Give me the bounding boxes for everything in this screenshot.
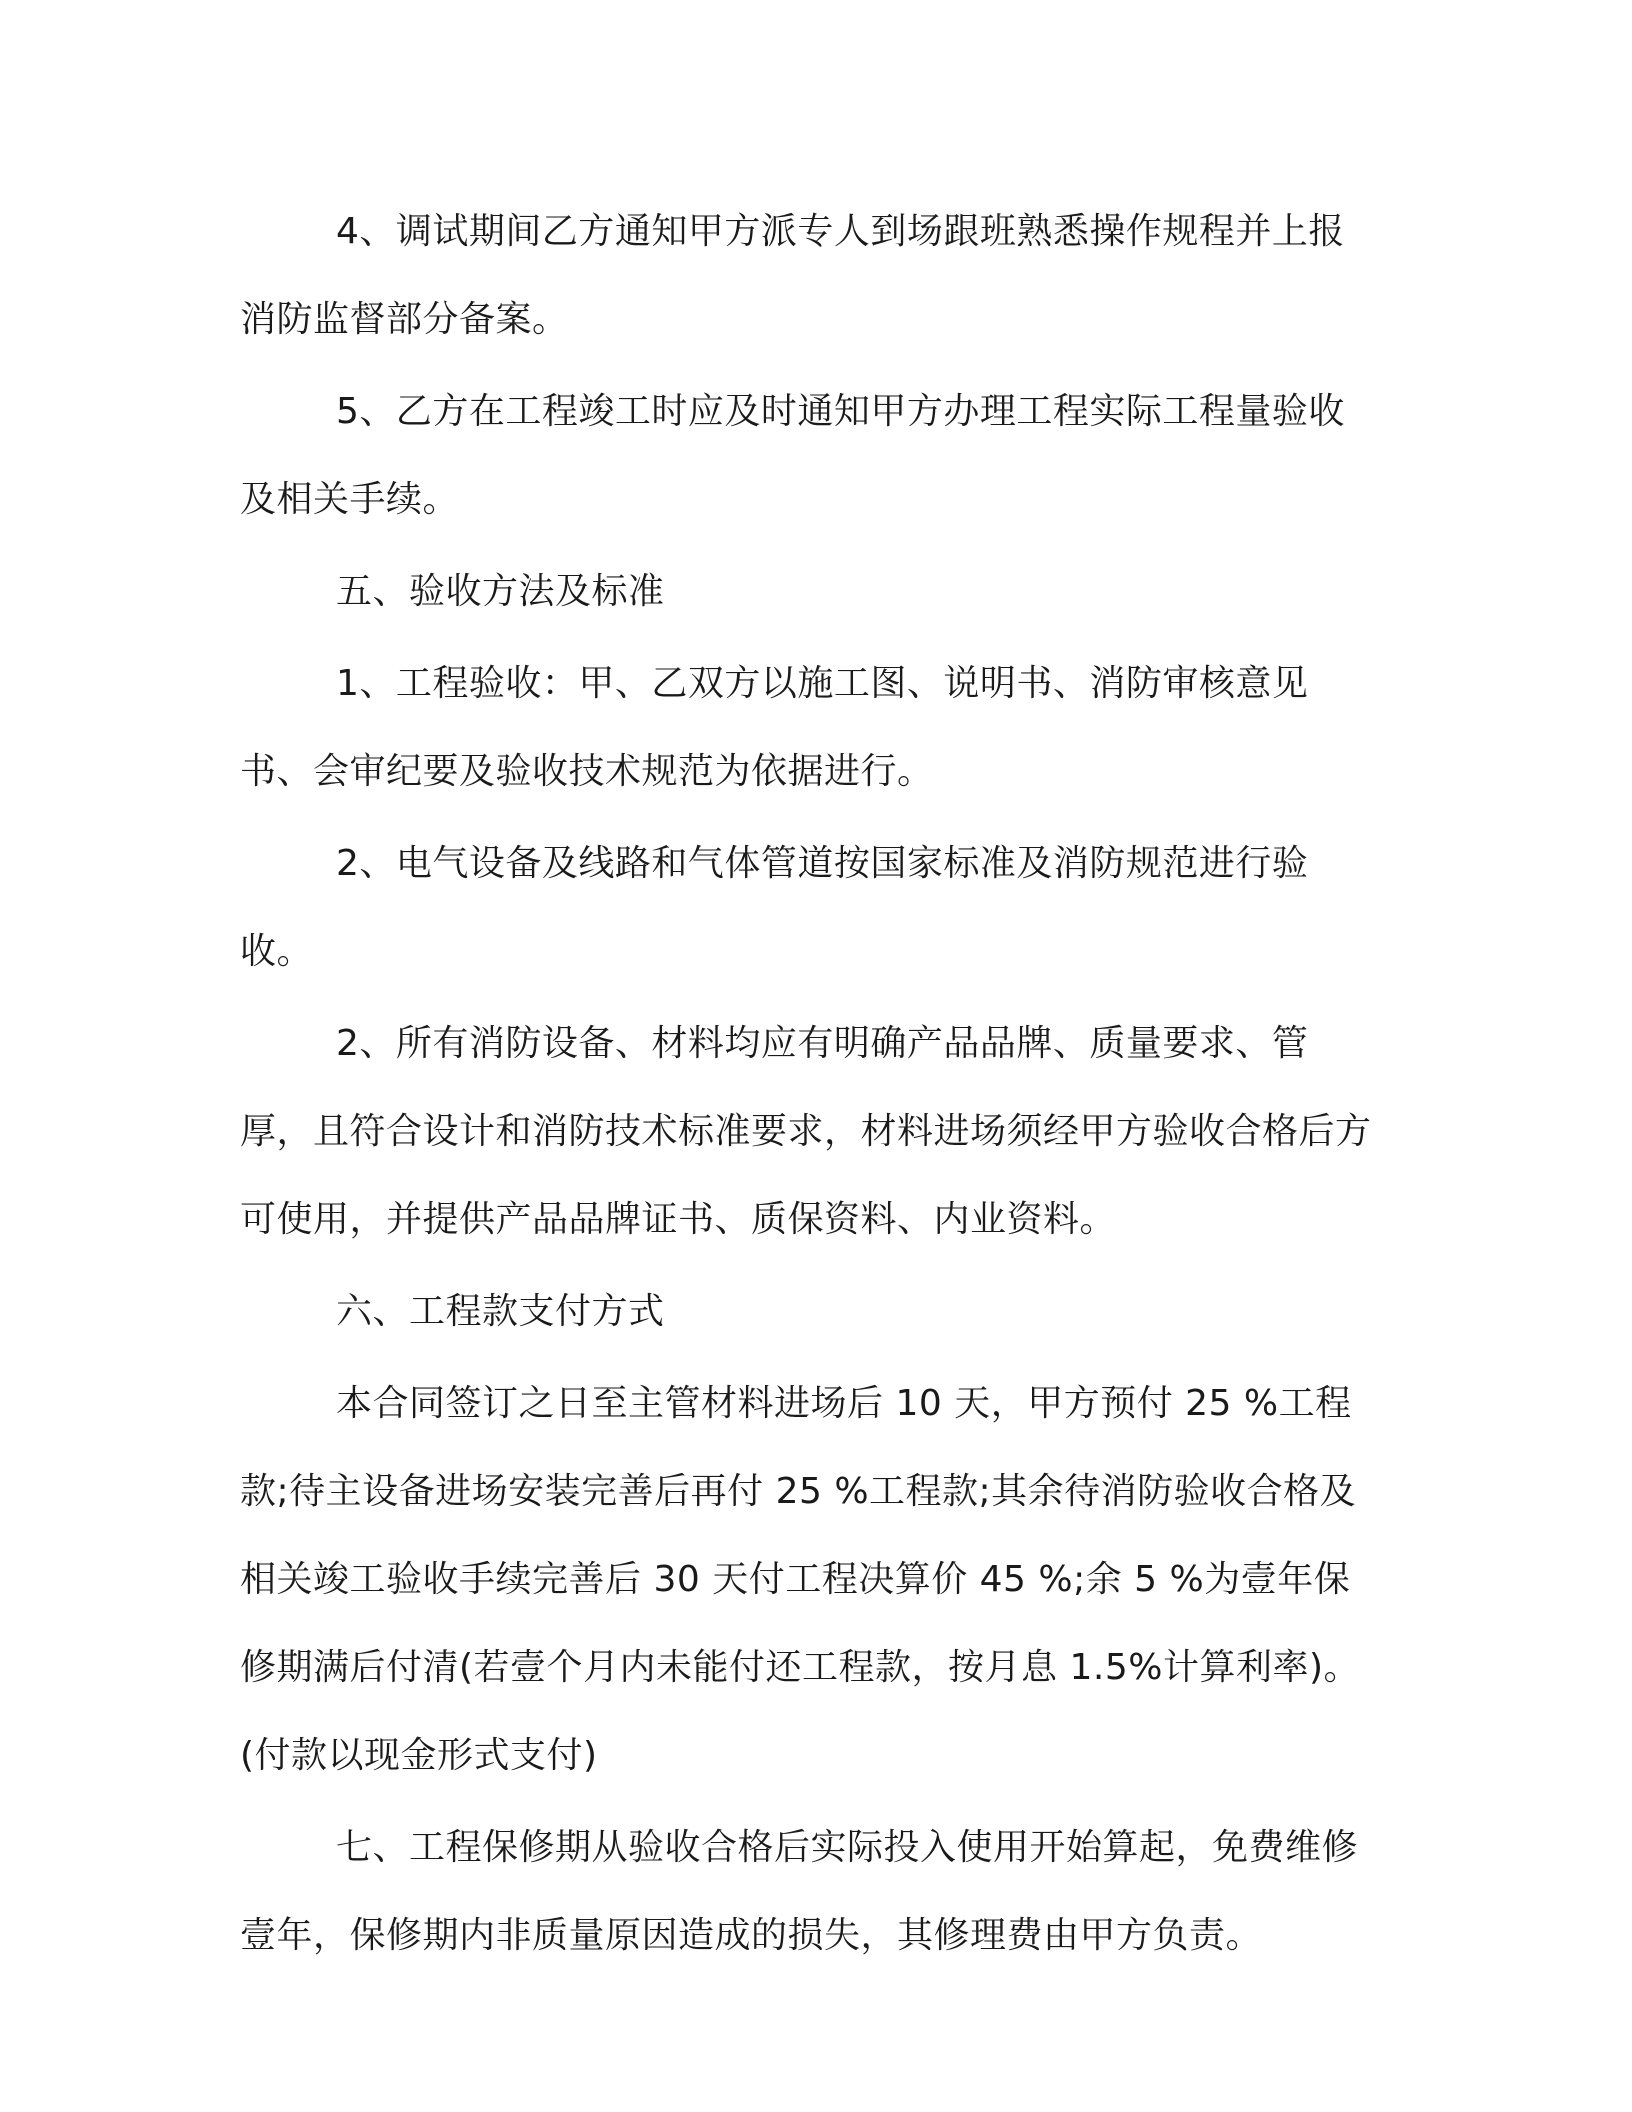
paragraph-acceptance-basis: 1、工程验收：甲、乙双方以施工图、说明书、消防审核意见书、会审纪要及验收技术规范为依据进行。 bbox=[240, 663, 1309, 792]
paragraph-warranty: 七、工程保修期从验收合格后实际投入使用开始算起，免费维修壹年，保修期内非质量原因造成的损失，其修理费由甲方负责。 bbox=[240, 1827, 1359, 1956]
paragraph-electrical-acceptance: 2、电气设备及线路和气体管道按国家标准及消防规范进行验收。 bbox=[240, 843, 1309, 972]
section-heading-acceptance: 五、验收方法及标准 bbox=[336, 571, 665, 612]
paragraph-payment-terms: 本合同签订之日至主管材料进场后 10 天，甲方预付 25 %工程款;待主设备进场安装完善后再付 25 %工程款;其余待消防验收合格及相关竣工验收手续完善后 30 天付工程决算价 45 %;余 5 %为壹年保修期满后付清(若壹个月内未能付还工程款，按月息 1.5%计算利率)。(付款以现金形式支付) bbox=[240, 1383, 1360, 1776]
section-heading-payment: 六、工程款支付方式 bbox=[336, 1291, 665, 1332]
document-body bbox=[240, 188, 1380, 1984]
paragraph-item-4-debugging: 4、调试期间乙方通知甲方派专人到场跟班熟悉操作规程并上报消防监督部分备案。 bbox=[240, 211, 1345, 340]
paragraph-equipment-materials: 2、所有消防设备、材料均应有明确产品品牌、质量要求、管厚，且符合设计和消防技术标准要求，材料进场须经甲方验收合格后方可使用，并提供产品品牌证书、质保资料、内业资料。 bbox=[240, 1023, 1372, 1240]
paragraph-item-5-completion: 5、乙方在工程竣工时应及时通知甲方办理工程实际工程量验收及相关手续。 bbox=[240, 391, 1345, 520]
